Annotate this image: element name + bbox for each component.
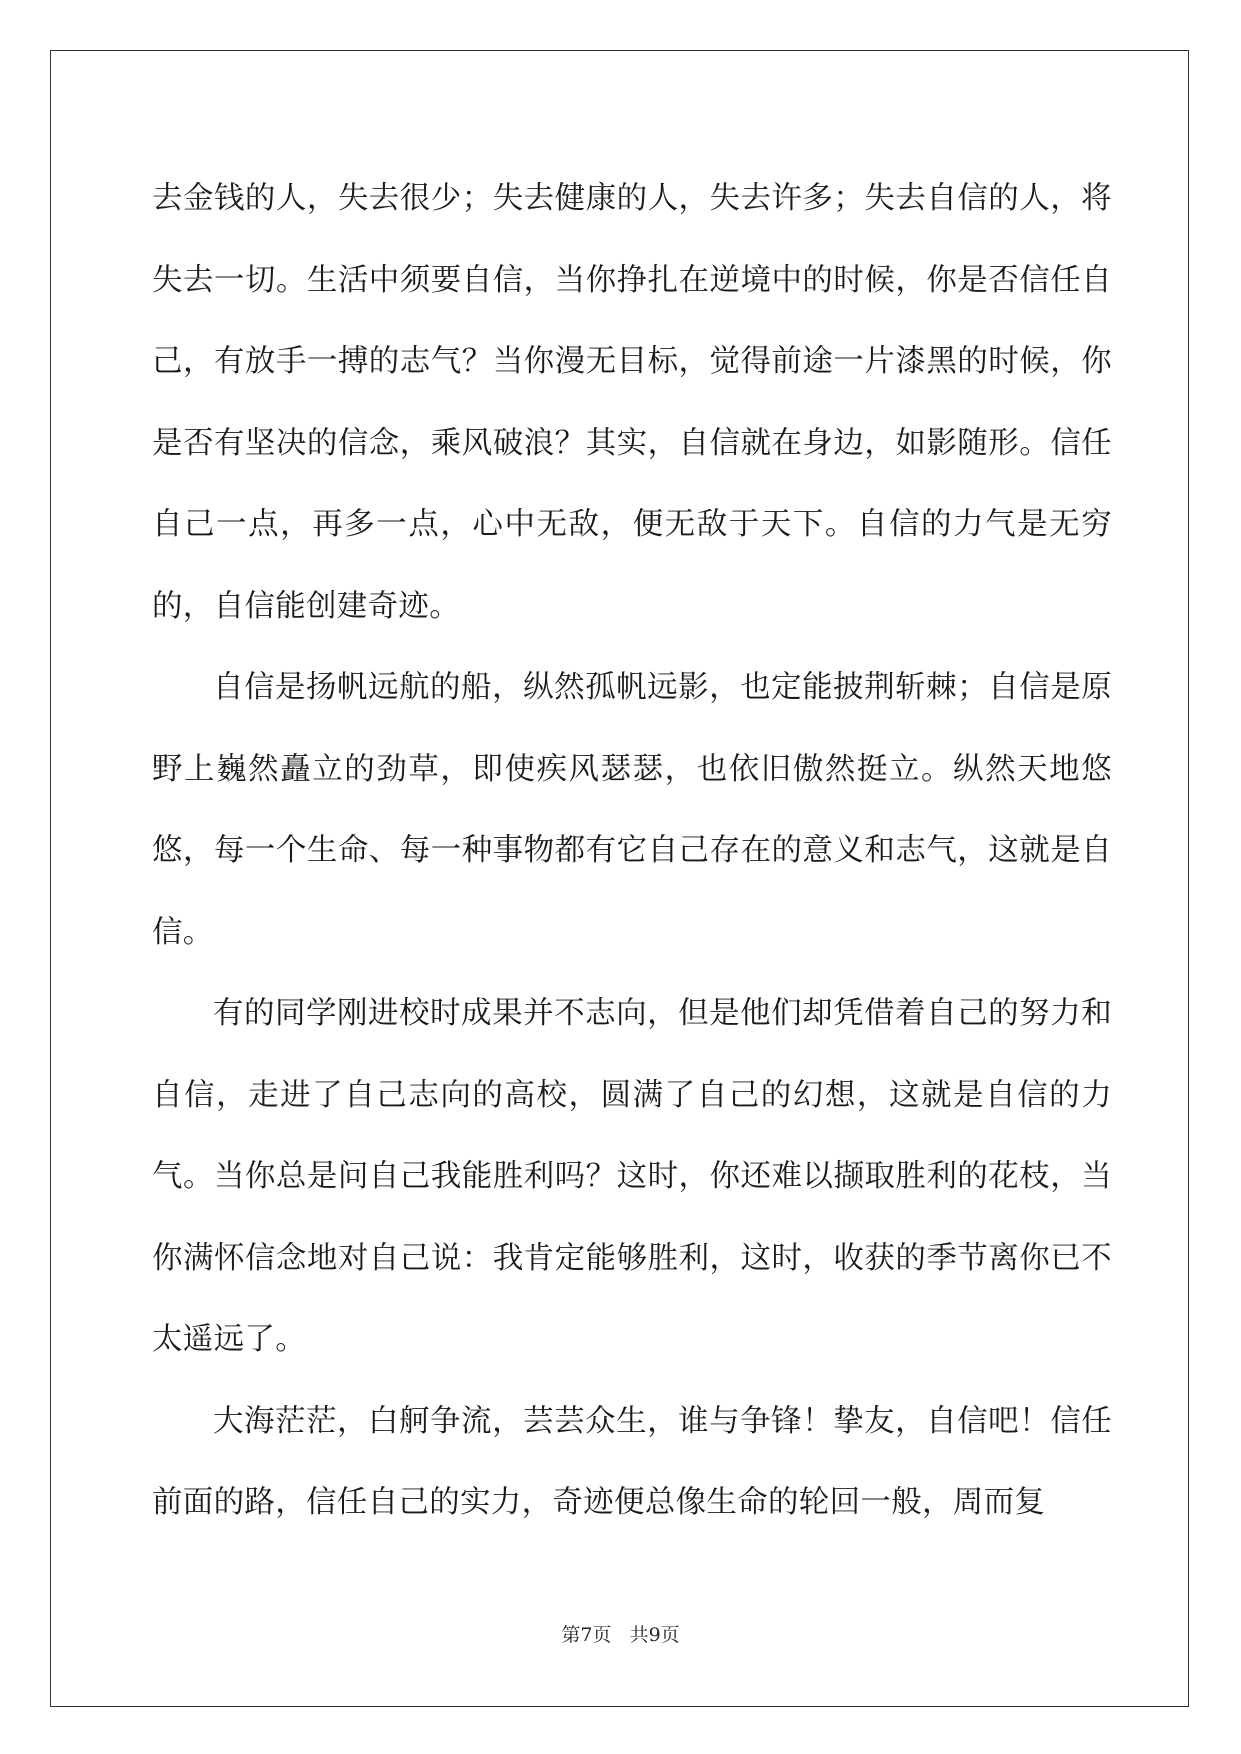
paragraph-3: 有的同学刚进校时成果并不志向，但是他们却凭借着自己的努力和自信，走进了自己志向的高校，圆满了自己的幻想，这就是自信的力气。当你总是问自己我能胜利吗？这时，你还难以撷取胜利的花枝，当你满怀信念地对自己说：我肯定能够胜利，这时，收获的季节离你已不太遥远了。 bbox=[152, 996, 1112, 1357]
page-number: 第7页 bbox=[561, 1624, 612, 1646]
document-body bbox=[152, 158, 1112, 1544]
paragraph-2: 自信是扬帆远航的船，纵然孤帆远影，也定能披荆斩棘；自信是原野上巍然矗立的劲草，即使疾风瑟瑟，也依旧傲然挺立。纵然天地悠悠，每一个生命、每一种事物都有它自己存在的意义和志气，这就是自信。 bbox=[152, 670, 1112, 950]
paragraph-4: 大海茫茫，白舸争流，芸芸众生，谁与争锋！挚友，自信吧！信任前面的路，信任自己的实力，奇迹便总像生命的轮回一般，周而复 bbox=[152, 1403, 1112, 1520]
page-footer bbox=[0, 1620, 1241, 1647]
paragraph-1: 去金钱的人，失去很少；失去健康的人，失去许多；失去自信的人，将失去一切。生活中须要自信，当你挣扎在逆境中的时候，你是否信任自己，有放手一搏的志气？当你漫无目标，觉得前途一片漆黑的时候，你是否有坚决的信念，乘风破浪？其实，自信就在身边，如影随形。信任自己一点，再多一点，心中无敌，便无敌于天下。自信的力气是无穷的，自信能创建奇迹。 bbox=[152, 181, 1112, 624]
page-total: 共9页 bbox=[629, 1624, 680, 1646]
